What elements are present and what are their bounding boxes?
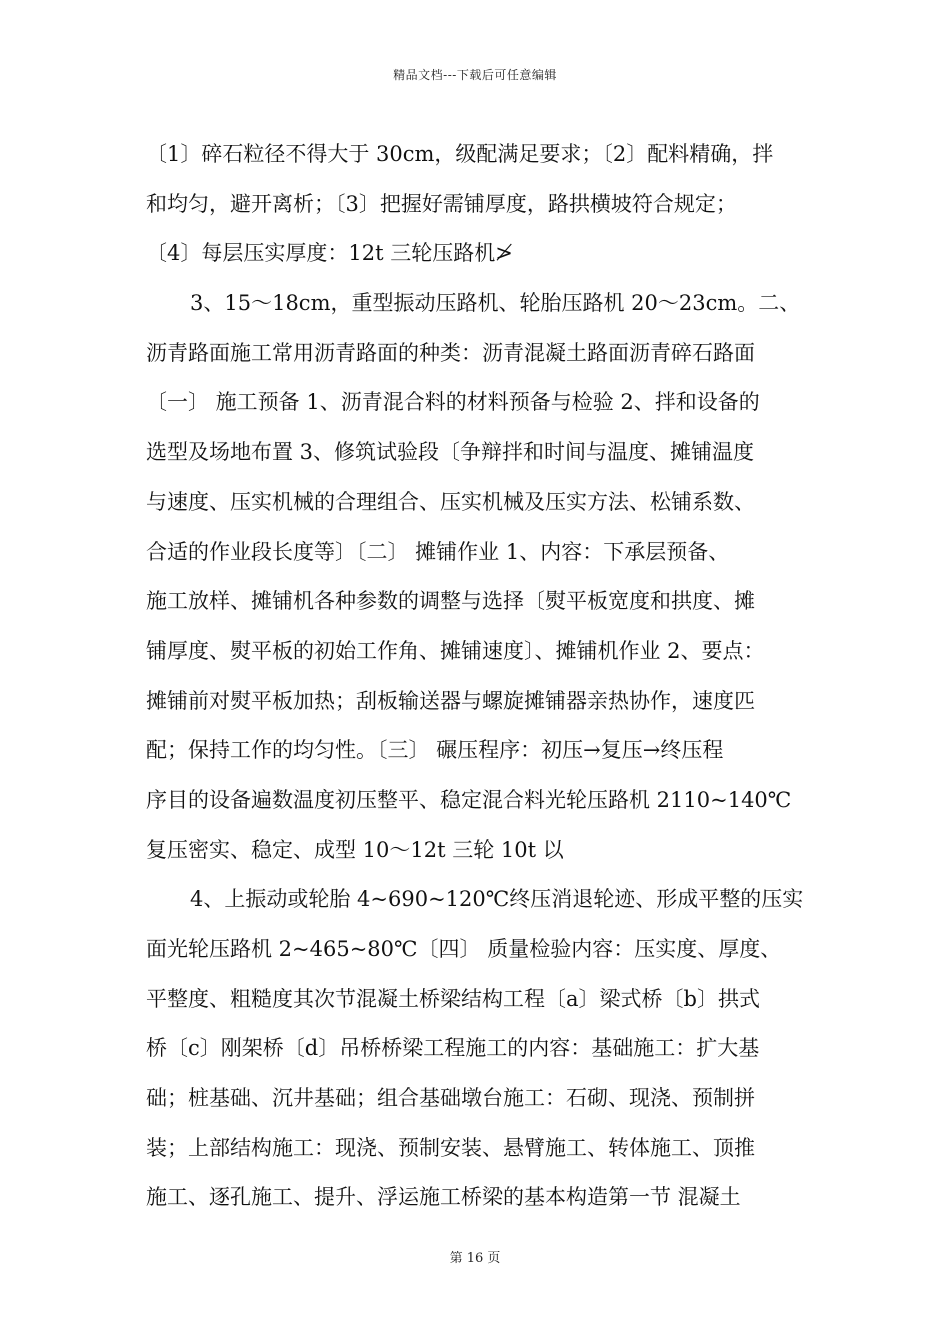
text-line: 4、上振动或轮胎 4~690~120℃终压消退轮迹、形成平整的压实 bbox=[190, 887, 804, 912]
text-line: 装；上部结构施工：现浇、预制安装、悬臂施工、转体施工、顶推 bbox=[146, 1135, 755, 1160]
text-line: 配；保持工作的均匀性。〔三〕 碾压程序：初压→复压→终压程 bbox=[146, 738, 724, 763]
text-line: 施工、逐孔施工、提升、浮运施工桥梁的基本构造第一节 混凝土 bbox=[146, 1185, 741, 1210]
document-body bbox=[146, 130, 812, 1223]
text-line: 平整度、粗糙度其次节混凝土桥梁结构工程〔a〕梁式桥〔b〕拱式 bbox=[146, 986, 760, 1011]
text-line: 础；桩基础、沉井基础；组合基础墩台施工：石砌、现浇、预制拼 bbox=[146, 1086, 755, 1111]
text-line: 施工放样、摊铺机各种参数的调整与选择〔熨平板宽度和拱度、摊 bbox=[146, 589, 755, 614]
text-line: 选型及场地布置 3、修筑试验段〔争辩拌和时间与温度、摊铺温度 bbox=[146, 440, 755, 465]
text-line: 桥〔c〕刚架桥〔d〕吊桥桥梁工程施工的内容：基础施工：扩大基 bbox=[146, 1036, 760, 1061]
text-line: 序目的设备遍数温度初压整平、稳定混合料光轮压路机 2110~140℃ bbox=[146, 787, 792, 812]
text-line: 复压密实、稳定、成型 10～12t 三轮 10t 以 bbox=[146, 837, 564, 862]
text-line: 和均匀，避开离析；〔3〕把握好需铺厚度，路拱横坡符合规定； bbox=[146, 191, 737, 216]
text-line: 合适的作业段长度等〕〔二〕 摊铺作业 1、内容：下承层预备、 bbox=[146, 539, 730, 564]
text-line: 面光轮压路机 2~465~80℃〔四〕 质量检验内容：压实度、厚度、 bbox=[146, 937, 782, 961]
text-line: 3、15～18cm，重型振动压路机、轮胎压路机 20～23cm。二、 bbox=[190, 291, 801, 316]
page-number: 第 16 页 bbox=[449, 1251, 501, 1266]
text-line: 沥青路面施工常用沥青路面的种类：沥青混凝土路面沥青碎石路面 bbox=[146, 340, 755, 365]
page-header: 精品文档---下载后可任意编辑 bbox=[393, 68, 557, 82]
text-line: 〔4〕每层压实厚度：12t 三轮压路机≯ bbox=[146, 241, 513, 266]
text-line: 铺厚度、熨平板的初始工作角、摊铺速度〕、摊铺机作业 2、要点： bbox=[146, 638, 765, 663]
text-line: 〔一〕 施工预备 1、沥青混合料的材料预备与检验 2、拌和设备的 bbox=[146, 390, 760, 415]
text-line: 与速度、压实机械的合理组合、压实机械及压实方法、松铺系数、 bbox=[146, 489, 755, 514]
text-line: 摊铺前对熨平板加热；刮板输送器与螺旋摊铺器亲热协作，速度匹 bbox=[146, 688, 755, 713]
text-line: 〔1〕碎石粒径不得大于 30cm，级配满足要求；〔2〕配料精确，拌 bbox=[146, 142, 774, 166]
